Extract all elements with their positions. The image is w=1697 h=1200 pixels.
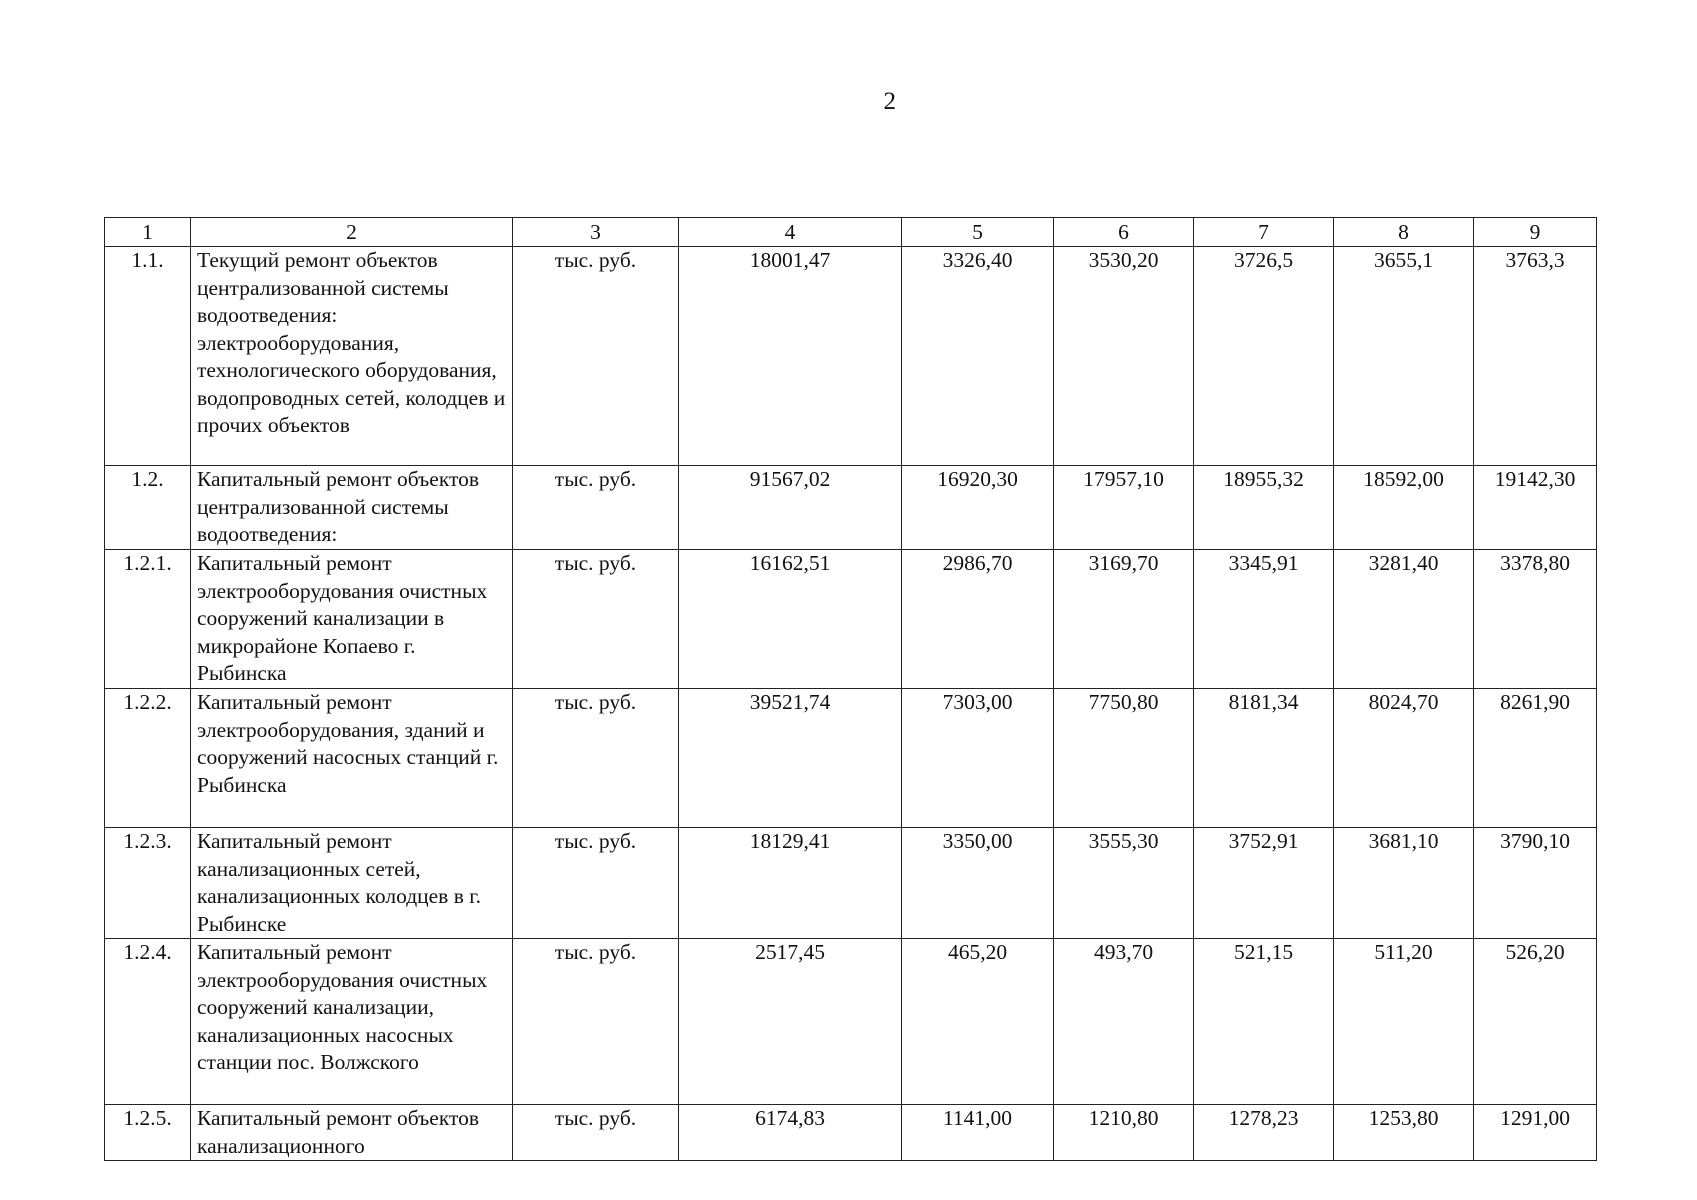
value-year: 1141,00 bbox=[902, 1105, 1054, 1161]
item-unit: тыс. руб. bbox=[513, 1105, 679, 1161]
value-year: 3763,3 bbox=[1474, 247, 1597, 466]
item-unit: тыс. руб. bbox=[513, 828, 679, 939]
item-number: 1.2.1. bbox=[105, 550, 191, 689]
value-year: 3752,91 bbox=[1194, 828, 1334, 939]
item-number: 1.2.2. bbox=[105, 689, 191, 828]
value-year: 3555,30 bbox=[1054, 828, 1194, 939]
column-header: 1 bbox=[105, 218, 191, 247]
value-year: 3350,00 bbox=[902, 828, 1054, 939]
item-number: 1.2.5. bbox=[105, 1105, 191, 1161]
value-year: 3681,10 bbox=[1334, 828, 1474, 939]
item-number: 1.2. bbox=[105, 466, 191, 550]
column-header: 7 bbox=[1194, 218, 1334, 247]
table-row bbox=[105, 550, 1597, 689]
item-name: Капитальный ремонт электрооборудования, зданий и сооружений насосных станций г. Рыбинска bbox=[191, 689, 513, 828]
value-year: 3655,1 bbox=[1334, 247, 1474, 466]
table-row bbox=[105, 939, 1597, 1105]
column-header: 6 bbox=[1054, 218, 1194, 247]
table-row bbox=[105, 828, 1597, 939]
item-name: Текущий ремонт объектов централизованной системы водоотведения: электрооборудования, технологического оборудования, водопроводных сетей, колодцев и прочих объектов bbox=[191, 247, 513, 466]
item-unit: тыс. руб. bbox=[513, 550, 679, 689]
column-header: 3 bbox=[513, 218, 679, 247]
item-name: Капитальный ремонт канализационных сетей, канализационных колодцев в г. Рыбинске bbox=[191, 828, 513, 939]
budget-table bbox=[104, 217, 1597, 1161]
value-year: 18592,00 bbox=[1334, 466, 1474, 550]
column-header: 2 bbox=[191, 218, 513, 247]
value-year: 17957,10 bbox=[1054, 466, 1194, 550]
item-unit: тыс. руб. bbox=[513, 939, 679, 1105]
value-year: 3326,40 bbox=[902, 247, 1054, 466]
table-row bbox=[105, 466, 1597, 550]
value-year: 7303,00 bbox=[902, 689, 1054, 828]
item-name: Капитальный ремонт электрооборудования очистных сооружений канализации, канализационных насосных станции пос. Волжского bbox=[191, 939, 513, 1105]
item-number: 1.1. bbox=[105, 247, 191, 466]
item-unit: тыс. руб. bbox=[513, 247, 679, 466]
value-year: 521,15 bbox=[1194, 939, 1334, 1105]
value-year: 19142,30 bbox=[1474, 466, 1597, 550]
value-year: 1210,80 bbox=[1054, 1105, 1194, 1161]
value-total: 16162,51 bbox=[679, 550, 902, 689]
value-year: 3790,10 bbox=[1474, 828, 1597, 939]
value-total: 39521,74 bbox=[679, 689, 902, 828]
value-year: 1253,80 bbox=[1334, 1105, 1474, 1161]
value-year: 8181,34 bbox=[1194, 689, 1334, 828]
value-total: 2517,45 bbox=[679, 939, 902, 1105]
value-year: 1291,00 bbox=[1474, 1105, 1597, 1161]
value-total: 18129,41 bbox=[679, 828, 902, 939]
value-year: 3726,5 bbox=[1194, 247, 1334, 466]
value-total: 18001,47 bbox=[679, 247, 902, 466]
value-year: 3530,20 bbox=[1054, 247, 1194, 466]
value-year: 3345,91 bbox=[1194, 550, 1334, 689]
value-year: 3169,70 bbox=[1054, 550, 1194, 689]
item-unit: тыс. руб. bbox=[513, 466, 679, 550]
item-number: 1.2.3. bbox=[105, 828, 191, 939]
value-total: 6174,83 bbox=[679, 1105, 902, 1161]
value-year: 526,20 bbox=[1474, 939, 1597, 1105]
value-year: 16920,30 bbox=[902, 466, 1054, 550]
column-header: 5 bbox=[902, 218, 1054, 247]
item-number: 1.2.4. bbox=[105, 939, 191, 1105]
value-year: 8024,70 bbox=[1334, 689, 1474, 828]
value-year: 2986,70 bbox=[902, 550, 1054, 689]
column-header: 8 bbox=[1334, 218, 1474, 247]
item-unit: тыс. руб. bbox=[513, 689, 679, 828]
table-row bbox=[105, 247, 1597, 466]
table-row bbox=[105, 1105, 1597, 1161]
value-year: 18955,32 bbox=[1194, 466, 1334, 550]
item-name: Капитальный ремонт объектов канализационного bbox=[191, 1105, 513, 1161]
page-number: 2 bbox=[883, 88, 897, 115]
value-year: 493,70 bbox=[1054, 939, 1194, 1105]
value-year: 3281,40 bbox=[1334, 550, 1474, 689]
value-year: 3378,80 bbox=[1474, 550, 1597, 689]
value-year: 1278,23 bbox=[1194, 1105, 1334, 1161]
item-name: Капитальный ремонт объектов централизованной системы водоотведения: bbox=[191, 466, 513, 550]
column-header: 9 bbox=[1474, 218, 1597, 247]
item-name: Капитальный ремонт электрооборудования очистных сооружений канализации в микрорайоне Копаево г. Рыбинска bbox=[191, 550, 513, 689]
value-total: 91567,02 bbox=[679, 466, 902, 550]
table-row bbox=[105, 689, 1597, 828]
value-year: 511,20 bbox=[1334, 939, 1474, 1105]
value-year: 465,20 bbox=[902, 939, 1054, 1105]
column-number-header-row bbox=[105, 218, 1597, 247]
value-year: 7750,80 bbox=[1054, 689, 1194, 828]
value-year: 8261,90 bbox=[1474, 689, 1597, 828]
column-header: 4 bbox=[679, 218, 902, 247]
